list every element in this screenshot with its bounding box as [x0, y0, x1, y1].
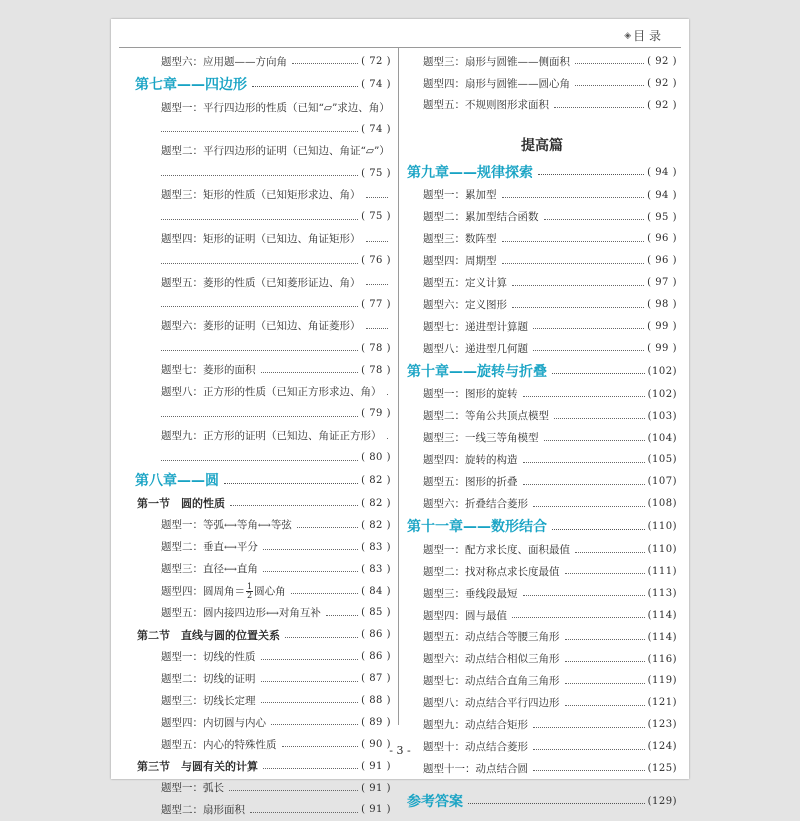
leader-dots — [523, 462, 645, 463]
leader-dots — [285, 637, 358, 638]
leader-dots — [523, 396, 645, 397]
toc-entry[interactable]: 题型三：矩形的性质（已知矩形求边、角） — [111, 184, 391, 206]
toc-entry-continuation[interactable]: ( 75 ) — [111, 163, 391, 185]
toc-entry[interactable]: 题型三：扇形与圆锥——侧面积 ( 92 ) — [407, 51, 677, 73]
leader-dots — [292, 63, 358, 64]
toc-entry[interactable]: 题型四：矩形的证明（已知边、角证矩形） — [111, 228, 391, 250]
leader-dots — [161, 263, 358, 264]
toc-entry[interactable]: 题型四：周期型 ( 96 ) — [407, 250, 677, 272]
leader-dots — [250, 812, 358, 813]
leader-dots — [533, 328, 644, 329]
toc-entry[interactable]: 题型四：旋转的构造 (105) — [407, 449, 677, 471]
leader-dots — [533, 770, 645, 771]
toc-entry[interactable]: 题型一：图形的旋转 (102) — [407, 384, 677, 406]
chapter-heading[interactable]: 第八章——圆 ( 82 ) — [111, 469, 391, 493]
leader-dots — [565, 573, 645, 574]
leader-dots — [502, 241, 645, 242]
leader-dots — [252, 86, 358, 87]
toc-entry[interactable]: 题型三：垂线段最短 (113) — [407, 583, 677, 605]
section-heading[interactable]: 第一节 圆的性质 ( 82 ) — [111, 493, 391, 515]
leader-dots — [261, 372, 359, 373]
toc-entry-continuation[interactable]: ( 78 ) — [111, 338, 391, 360]
leader-dots — [271, 724, 358, 725]
leader-dots — [512, 307, 644, 308]
toc-entry[interactable]: 题型六：动点结合相似三角形 (116) — [407, 649, 677, 671]
section-heading[interactable]: 第三节 与圆有关的计算 ( 91 ) — [111, 756, 391, 778]
part-title: 提高篇 — [407, 117, 677, 161]
toc-entry[interactable]: 题型五：动点结合等腰三角形 (114) — [407, 627, 677, 649]
leader-dots — [366, 328, 389, 329]
leader-dots — [533, 727, 645, 728]
toc-entry[interactable]: 题型五：圆内接四边形⟷对角互补 ( 85 ) — [111, 602, 391, 624]
toc-entry[interactable]: 题型一：弧长 ( 91 ) — [111, 778, 391, 800]
header-title: 目 录 — [633, 27, 661, 44]
leader-dots — [538, 174, 644, 175]
toc-entry-continuation[interactable]: ( 76 ) — [111, 250, 391, 272]
toc-entry[interactable]: 题型四：扇形与圆锥——圆心角 ( 92 ) — [407, 73, 677, 95]
toc-entry[interactable]: 题型一：累加型 ( 94 ) — [407, 185, 677, 207]
toc-entry[interactable]: 题型四：圆与最值 (114) — [407, 605, 677, 627]
toc-entry[interactable]: 题型一：切线的性质 ( 86 ) — [111, 646, 391, 668]
leader-dots — [533, 506, 645, 507]
toc-entry[interactable]: 题型五：内心的特殊性质 ( 90 ) — [111, 734, 391, 756]
leader-dots — [261, 659, 359, 660]
leader-dots — [552, 373, 645, 374]
leader-dots — [291, 593, 359, 594]
leader-dots — [523, 484, 645, 485]
toc-entry[interactable]: 题型六：菱形的证明（已知边、角证菱形） — [111, 316, 391, 338]
leader-dots — [263, 768, 358, 769]
toc-entry[interactable]: 题型七：动点结合直角三角形 (119) — [407, 670, 677, 692]
leader-dots — [224, 483, 358, 484]
leader-dots — [326, 615, 358, 616]
toc-entry-continuation[interactable]: ( 74 ) — [111, 119, 391, 141]
leader-dots — [161, 306, 358, 307]
toc-entry[interactable]: 题型六：应用题——方向角 ( 72 ) — [111, 51, 391, 73]
toc-entry-continuation[interactable]: ( 80 ) — [111, 447, 391, 469]
toc-entry[interactable]: 题型五：定义计算 ( 97 ) — [407, 272, 677, 294]
leader-dots — [366, 241, 389, 242]
toc-entry[interactable]: 题型六：折叠结合菱形 (108) — [407, 493, 677, 515]
column-divider — [398, 48, 399, 725]
fraction: $\frac{1}{2}$ — [246, 583, 253, 600]
toc-entry[interactable]: 题型七：菱形的面积 ( 78 ) — [111, 360, 391, 382]
toc-entry[interactable]: 题型三：切线长定理 ( 88 ) — [111, 690, 391, 712]
toc-entry[interactable]: 题型二：找对称点求长度最值 (111) — [407, 561, 677, 583]
toc-entry[interactable]: 题型五：不规则图形求面积 ( 92 ) — [407, 95, 677, 117]
leader-dots — [161, 416, 358, 417]
section-heading[interactable]: 第二节 直线与圆的位置关系 ( 86 ) — [111, 624, 391, 646]
toc-entry[interactable]: 题型四：圆周角＝ $\frac{1}{2}$ 圆心角 ( 84 ) — [111, 581, 391, 603]
page-header — [624, 27, 661, 44]
leader-dots — [554, 418, 645, 419]
leader-dots — [230, 505, 358, 506]
leader-dots — [565, 705, 645, 706]
leader-dots — [468, 803, 645, 804]
document-page — [111, 19, 689, 779]
leader-dots — [366, 284, 389, 285]
leader-dots — [261, 702, 359, 703]
toc-entry[interactable]: 题型二：等角公共顶点模型 (103) — [407, 406, 677, 428]
toc-entry[interactable]: 题型九：动点结合矩形 (123) — [407, 714, 677, 736]
leader-dots — [161, 131, 358, 132]
leader-dots — [544, 440, 645, 441]
double-arrow-icon: ⟷ — [258, 521, 271, 531]
toc-entry[interactable]: 题型八：递进型几何题 ( 99 ) — [407, 338, 677, 360]
leader-dots — [161, 460, 358, 461]
toc-entry[interactable]: 题型九：正方形的证明（已知边、角证正方形） — [111, 425, 391, 447]
double-arrow-icon: ⟷ — [224, 543, 237, 553]
diamond-bullet-icon: ◈ — [624, 31, 631, 41]
toc-entry[interactable]: 题型二：扇形面积 ( 91 ) — [111, 800, 391, 821]
toc-entry[interactable]: 题型三：直径⟷直角 ( 83 ) — [111, 559, 391, 581]
leader-dots — [575, 85, 644, 86]
toc-entry[interactable]: 题型一：等弧⟷等角⟷等弦 ( 82 ) — [111, 515, 391, 537]
toc-entry[interactable]: 题型八：正方形的性质（已知正方形求边、角） — [111, 381, 391, 403]
leader-dots — [263, 549, 358, 550]
toc-entry[interactable]: 题型一：配方求长度、面积最值 (110) — [407, 539, 677, 561]
toc-entry[interactable]: 题型一：平行四边形的性质（已知“▱”求边、角） — [111, 97, 391, 119]
toc-entry-continuation[interactable]: ( 77 ) — [111, 294, 391, 316]
leader-dots — [229, 790, 358, 791]
leader-dots — [502, 197, 645, 198]
leader-dots — [523, 595, 645, 596]
toc-entry[interactable]: 题型二：垂直⟷平分 ( 83 ) — [111, 537, 391, 559]
header-rule — [119, 47, 681, 48]
toc-entry[interactable]: 题型八：动点结合平行四边形 (121) — [407, 692, 677, 714]
leader-dots — [512, 617, 645, 618]
leader-dots — [565, 661, 645, 662]
leader-dots — [575, 63, 644, 64]
double-arrow-icon: ⟷ — [266, 609, 279, 619]
leader-dots — [297, 527, 358, 528]
chapter-heading[interactable]: 第九章——规律探索 ( 94 ) — [407, 161, 677, 185]
leader-dots — [161, 175, 358, 176]
leader-dots — [544, 219, 645, 220]
leader-dots — [387, 394, 389, 395]
leader-dots — [552, 529, 645, 530]
leader-dots — [502, 263, 645, 264]
leader-dots — [575, 552, 645, 553]
leader-dots — [554, 107, 644, 108]
toc-entry[interactable]: 题型十一：动点结合圆 (125) — [407, 758, 677, 780]
toc-entry[interactable]: 题型六：定义图形 ( 98 ) — [407, 294, 677, 316]
toc-entry[interactable]: 题型三：一线三等角模型 (104) — [407, 428, 677, 450]
leader-dots — [161, 350, 358, 351]
leader-dots — [263, 571, 358, 572]
toc-entry[interactable]: 题型二：切线的证明 ( 87 ) — [111, 668, 391, 690]
toc-entry[interactable]: 题型五：图形的折叠 (107) — [407, 471, 677, 493]
double-arrow-icon: ⟷ — [224, 565, 237, 575]
leader-dots — [261, 681, 359, 682]
leader-dots — [533, 350, 644, 351]
toc-entry[interactable]: 题型七：递进型计算题 ( 99 ) — [407, 316, 677, 338]
toc-left-column — [111, 51, 391, 821]
chapter-heading[interactable]: 第十章——旋转与折叠 (102) — [407, 360, 677, 384]
leader-dots — [161, 219, 358, 220]
page-number: - 3 - — [111, 744, 689, 757]
toc-entry[interactable]: 题型四：内切圆与内心 ( 89 ) — [111, 712, 391, 734]
toc-entry[interactable]: 题型二：累加型结合函数 ( 95 ) — [407, 207, 677, 229]
toc-entry[interactable]: 题型五：菱形的性质（已知菱形证边、角） — [111, 272, 391, 294]
toc-entry-continuation[interactable]: ( 79 ) — [111, 403, 391, 425]
toc-entry[interactable]: 题型十：动点结合菱形 (124) — [407, 736, 677, 758]
leader-dots — [366, 197, 389, 198]
chapter-heading[interactable]: 第七章——四边形 ( 74 ) — [111, 73, 391, 97]
leader-dots — [512, 285, 644, 286]
toc-entry[interactable]: 题型二：平行四边形的证明（已知边、角证“▱”） — [111, 141, 391, 163]
double-arrow-icon: ⟷ — [224, 521, 237, 531]
leader-dots — [565, 683, 645, 684]
toc-right-column — [407, 51, 677, 814]
leader-dots — [565, 639, 645, 640]
leader-dots — [387, 438, 389, 439]
toc-entry-continuation[interactable]: ( 75 ) — [111, 206, 391, 228]
chapter-heading[interactable]: 第十一章——数形结合 (110) — [407, 515, 677, 539]
answers-heading[interactable]: 参考答案 (129) — [407, 790, 677, 814]
toc-entry[interactable]: 题型三：数阵型 ( 96 ) — [407, 228, 677, 250]
